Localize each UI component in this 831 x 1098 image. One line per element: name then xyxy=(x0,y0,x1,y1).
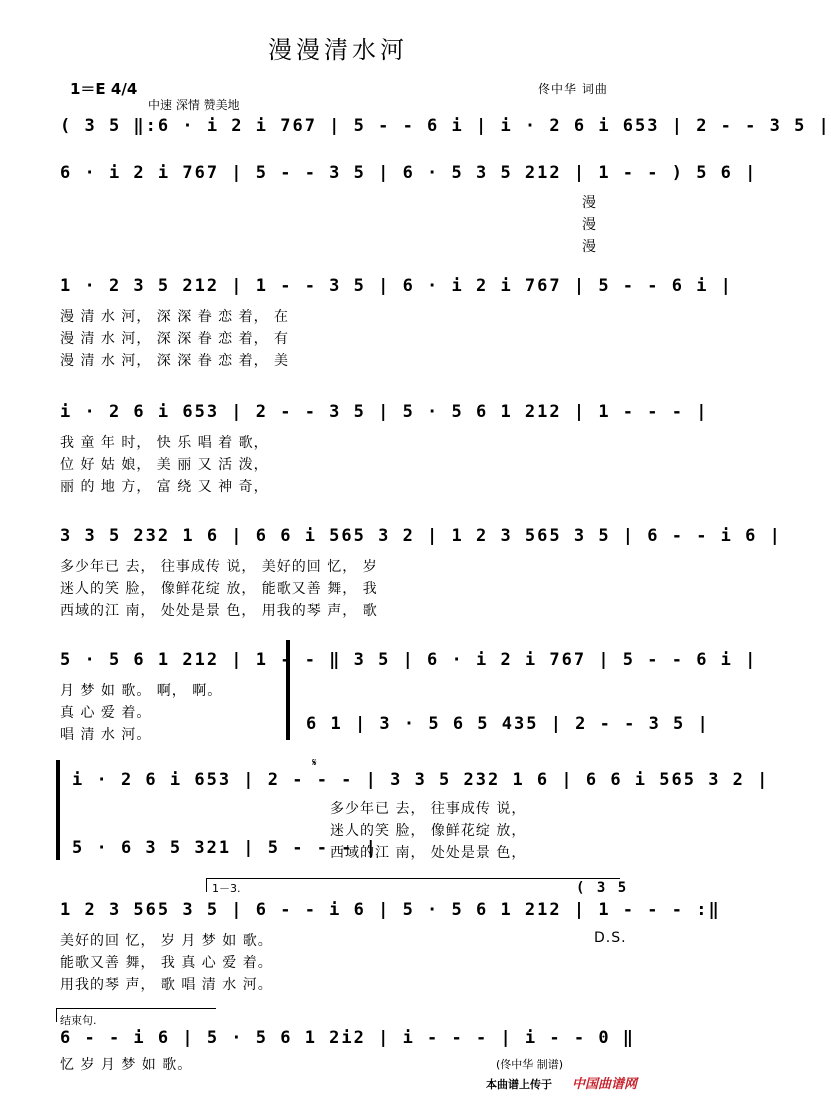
lyric-line: 多少年已 去， 往事成传 说， 美好的回 忆， 岁 xyxy=(60,559,378,575)
coda-bracket-edge xyxy=(56,1008,57,1022)
lyric-line: 西域的江 南， 处处是景 色， 用我的琴 声， 歌 xyxy=(60,603,378,619)
coda-bracket xyxy=(56,1008,216,1009)
pickup-notes: ( 3 5 xyxy=(576,880,629,896)
lyric-line: 忆 岁 月 梦 如 歌。 xyxy=(60,1057,193,1073)
segno-icon: 𝄋 xyxy=(312,756,317,769)
volta-label: 1－3. xyxy=(212,882,241,895)
credit: 佟中华 词曲 xyxy=(538,82,608,96)
lyric-line: 迷人的笑 脸， 像鲜花绽 放， 能歌又善 舞， 我 xyxy=(60,581,378,597)
upload-note: 本曲谱上传于 xyxy=(486,1078,552,1091)
score-row-4: i · 2 6 i 653 | 2 - - 3 5 | 5 · 5 6 1 212 | 1 - - - | xyxy=(60,402,709,422)
row-2-lyric-tail-3: 漫 xyxy=(582,239,597,255)
score-row-6: 5 · 5 6 1 212 | 1 - - ‖ 3 5 | 6 · i 2 i 767 | 5 - - 6 i | xyxy=(60,650,758,670)
lyric-line: 漫 清 水 河， 深 深 眷 恋 着， 美 xyxy=(60,353,290,369)
lyric-line: 迷人的笑 脸， 像鲜花绽 放， xyxy=(330,823,527,839)
score-row-3: 1 · 2 3 5 212 | 1 - - 3 5 | 6 · i 2 i 767 | 5 - - 6 i | xyxy=(60,276,733,296)
score-row-7: i · 2 6 i 653 | 2 - - - | 3 3 5 232 1 6 | 6 6 i 565 3 2 | xyxy=(72,770,770,790)
coda-label: 结束句. xyxy=(60,1014,97,1027)
lyric-line: 丽 的 地 方， 富 绕 又 神 奇， xyxy=(60,479,269,495)
page-title: 漫漫清水河 xyxy=(268,36,408,64)
lyric-line: 美好的回 忆， 岁 月 梦 如 歌。 xyxy=(60,933,273,949)
lyric-line: 月 梦 如 歌。 啊， 啊。 xyxy=(60,683,223,699)
key-signature: 1＝E 4/4 xyxy=(70,80,138,98)
row-2-lyric-tail-1: 漫 xyxy=(582,195,597,211)
transcriber-credit: (佟中华 制谱) xyxy=(496,1058,564,1071)
lyric-line: 漫 清 水 河， 深 深 眷 恋 着， 有 xyxy=(60,331,290,347)
lyric-line: 多少年已 去， 往事成传 说， xyxy=(330,801,527,817)
lyric-line: 能歌又善 舞， 我 真 心 爱 着。 xyxy=(60,955,273,971)
score-row-2: 6 · i 2 i 767 | 5 - - 3 5 | 6 · 5 3 5 212 | 1 - - ) 5 6 | xyxy=(60,163,758,183)
ds-marking: D.S. xyxy=(594,930,627,946)
lyric-line: 我 童 年 时， 快 乐 唱 着 歌， xyxy=(60,435,269,451)
volta-bracket xyxy=(206,878,620,879)
system-bracket xyxy=(56,760,60,860)
row-2-lyric-tail-2: 漫 xyxy=(582,217,597,233)
score-row-9: 6 - - i 6 | 5 · 5 6 1 2i2 | i - - - | i - - 0 ‖ xyxy=(60,1028,636,1048)
lyric-line: 西域的江 南， 处处是景 色， xyxy=(330,845,527,861)
volta-bracket-edge xyxy=(206,878,207,892)
score-row-6-lower: 6 1 | 3 · 5 6 5 435 | 2 - - 3 5 | xyxy=(306,714,710,734)
score-row-8: 1 2 3 565 3 5 | 6 - - i 6 | 5 · 5 6 1 212 | 1 - - - :‖ xyxy=(60,900,721,920)
tempo-marking: 中速 深情 赞美地 xyxy=(148,98,240,112)
score-row-7-lower: 5 · 6 3 5 321 | 5 - - - | xyxy=(72,838,378,858)
lyric-line: 漫 清 水 河， 深 深 眷 恋 着， 在 xyxy=(60,309,290,325)
lyric-line: 真 心 爱 着。 xyxy=(60,705,152,721)
site-logo[interactable]: 中国曲谱网 xyxy=(572,1077,638,1092)
lyric-line: 用我的琴 声， 歌 唱 清 水 河。 xyxy=(60,977,273,993)
score-row-1: ( 3 5 ‖:6 · i 2 i 767 | 5 - - 6 i | i · 2 6 i 653 | 2 - - 3 5 | xyxy=(60,116,831,136)
lyric-line: 唱 清 水 河。 xyxy=(60,727,152,743)
score-row-5: 3 3 5 232 1 6 | 6 6 i 565 3 2 | 1 2 3 565 3 5 | 6 - - i 6 | xyxy=(60,526,782,546)
lyric-line: 位 好 姑 娘， 美 丽 又 活 泼， xyxy=(60,457,269,473)
